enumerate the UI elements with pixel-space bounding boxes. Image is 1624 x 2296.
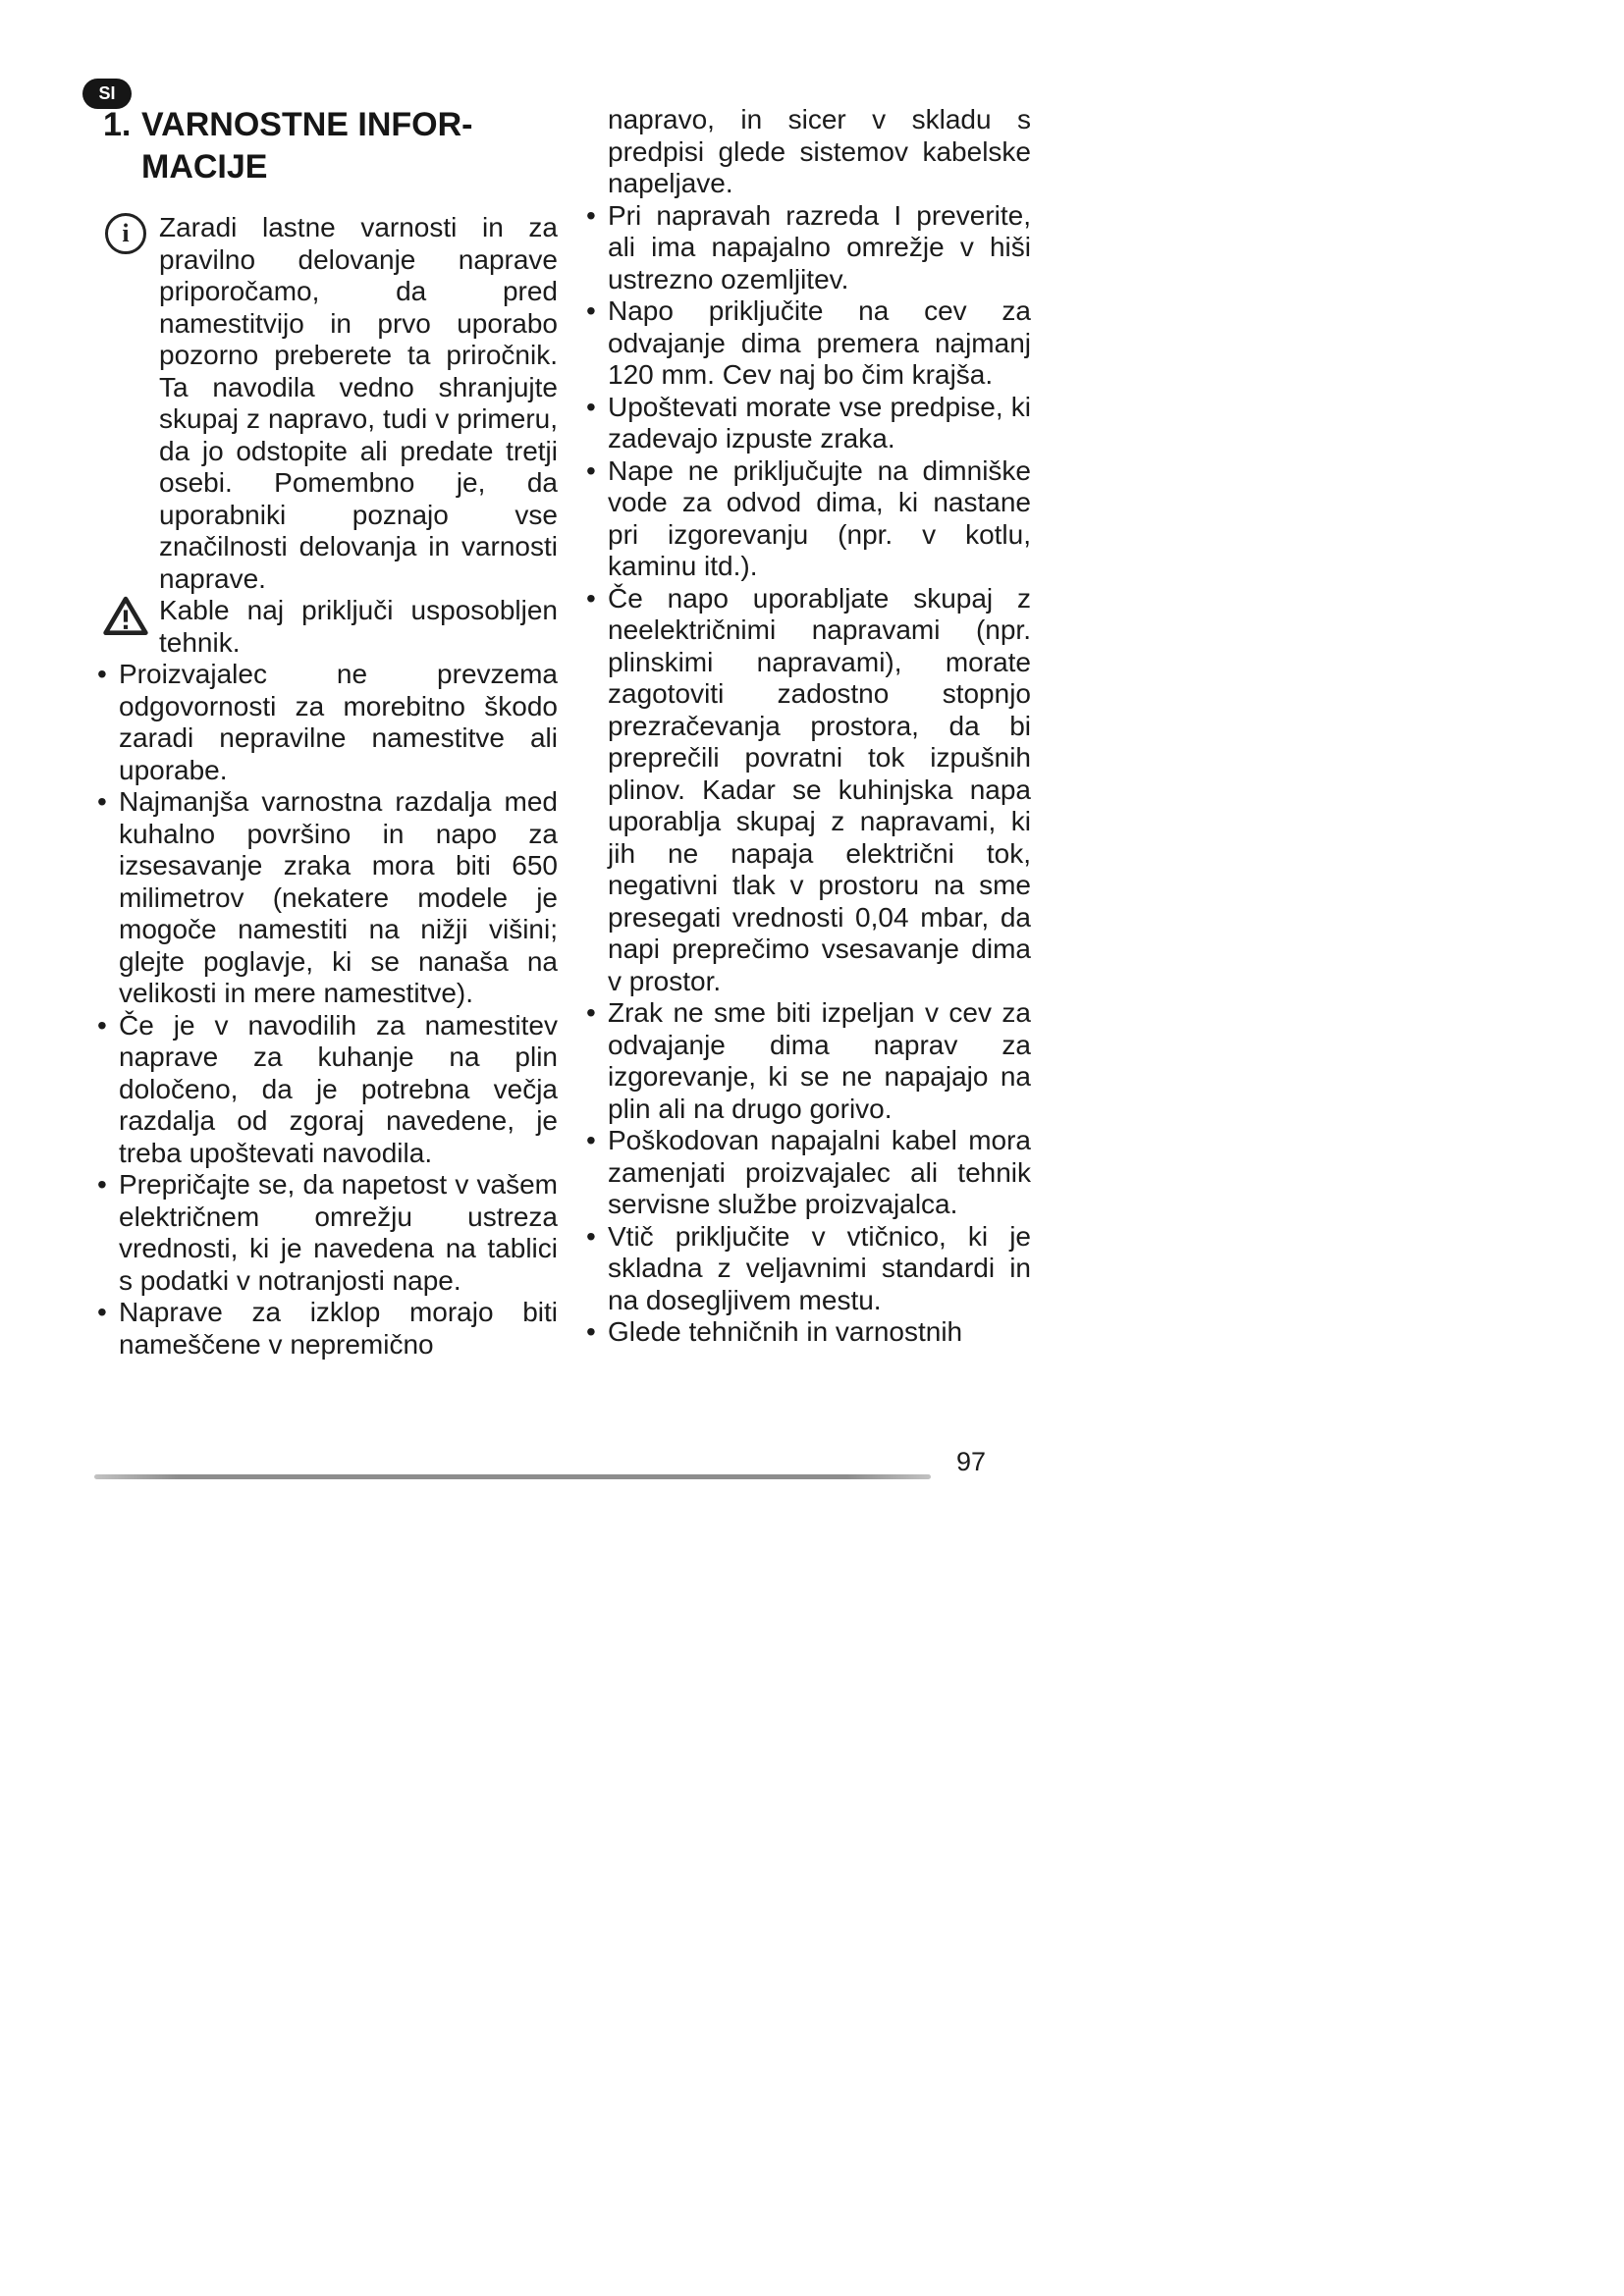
list-item: • Upoštevati morate vse predpise, ki zadevajo izpuste zraka.	[583, 392, 1031, 455]
language-badge-label: SI	[98, 83, 116, 103]
intro-text: Zaradi lastne varnosti in za pravilno delovanje naprave priporočamo, da pred namestitvijo in prvo uporabo pozorno preberete ta priročnik. Ta navodila vedno shranjujte skupaj z napravo, tudi v primeru, da jo odstopite ali predate tretji osebi. Pomembno je, da uporabniki poznajo vse značilnosti delovanja in varnosti naprave.	[159, 212, 558, 594]
list-item: • Napo priključite na cev za odvajanje dima premera najmanj 120 mm. Cev naj bo čim krajša.	[583, 295, 1031, 392]
warning-text: Kable naj priključi usposobljen tehnik.	[159, 595, 558, 658]
section-title-line2: MACIJE	[141, 148, 268, 186]
list-item: • Če je v navodilih za namestitev naprave za kuhanje na plin določeno, da je potrebna večja razdalja od zgoraj navedene, je treba upoštevati navodila.	[94, 1010, 558, 1170]
page-number: 97	[956, 1447, 987, 1476]
section-title-text	[141, 104, 472, 188]
list-item: • Najmanjša varnostna razdalja med kuhalno površino in napo za izsesavanje zraka mora biti 650 milimetrov (nekatere modele je mogoče namestiti na nižji višini; glejte poglavje, ki se nanaša na velikosti in mere namestitve).	[94, 786, 558, 1010]
list-item: • Zrak ne sme biti izpeljan v cev za odvajanje dima naprav za izgorevanje, ki se ne napajajo na plin ali na drugo gorivo.	[583, 997, 1031, 1125]
info-icon-slot	[102, 213, 149, 254]
warning-icon-slot	[102, 596, 149, 635]
continuation-paragraph: napravo, in sicer v skladu s predpisi glede sistemov kabelske napeljave.	[608, 104, 1031, 198]
intro-paragraph	[94, 212, 558, 595]
section-number: 1.	[103, 106, 132, 143]
warning-paragraph	[94, 595, 558, 659]
footer-divider	[94, 1474, 931, 1479]
info-icon: i	[105, 213, 146, 254]
list-item: • Prepričajte se, da napetost v vašem električnem omrežju ustreza vrednosti, ki je navedena na tablici s podatki v notranjosti nape.	[94, 1169, 558, 1297]
section-title-line1: VARNOSTNE INFOR-	[141, 106, 473, 143]
right-column	[583, 104, 1031, 1361]
list-item: • Vtič priključite v vtičnico, ki je skladna z veljavnimi standardi in na dosegljivem mestu.	[583, 1221, 1031, 1317]
list-item: • Glede tehničnih in varnostnih	[583, 1316, 1031, 1349]
list-item: • Proizvajalec ne prevzema odgovornosti za morebitno škodo zaradi nepravilne namestitve ali uporabe.	[94, 659, 558, 786]
list-item: • Če napo uporabljate skupaj z neelektričnimi napravami (npr. plinskimi napravami), morate zagotoviti zadostno stopnjo prezračevanja prostora, da bi preprečili povratni tok izpušnih plinov. Kadar se kuhinjska napa uporablja skupaj z napravami, ki jih ne napaja električni tok, negativni tlak v prostoru na sme presegati vrednosti 0,04 mbar, da napi preprečimo vsesavanje dima v prostor.	[583, 583, 1031, 998]
list-item: • Poškodovan napajalni kabel mora zamenjati proizvajalec ali tehnik servisne službe proizvajalca.	[583, 1125, 1031, 1221]
left-column	[94, 104, 558, 1361]
content-columns	[94, 104, 1031, 1361]
section-title	[94, 104, 558, 188]
right-bullet-list	[583, 200, 1031, 1349]
list-item: • Naprave za izklop morajo biti nameščene v nepremično	[94, 1297, 558, 1361]
left-bullet-list	[94, 659, 558, 1361]
list-item: • Nape ne priključujte na dimniške vode za odvod dima, ki nastane pri izgorevanju (npr. v kotlu, kaminu itd.).	[583, 455, 1031, 583]
warning-icon	[103, 596, 148, 635]
list-item: • Pri napravah razreda I preverite, ali ima napajalno omrežje v hiši ustrezno ozemljitev.	[583, 200, 1031, 296]
